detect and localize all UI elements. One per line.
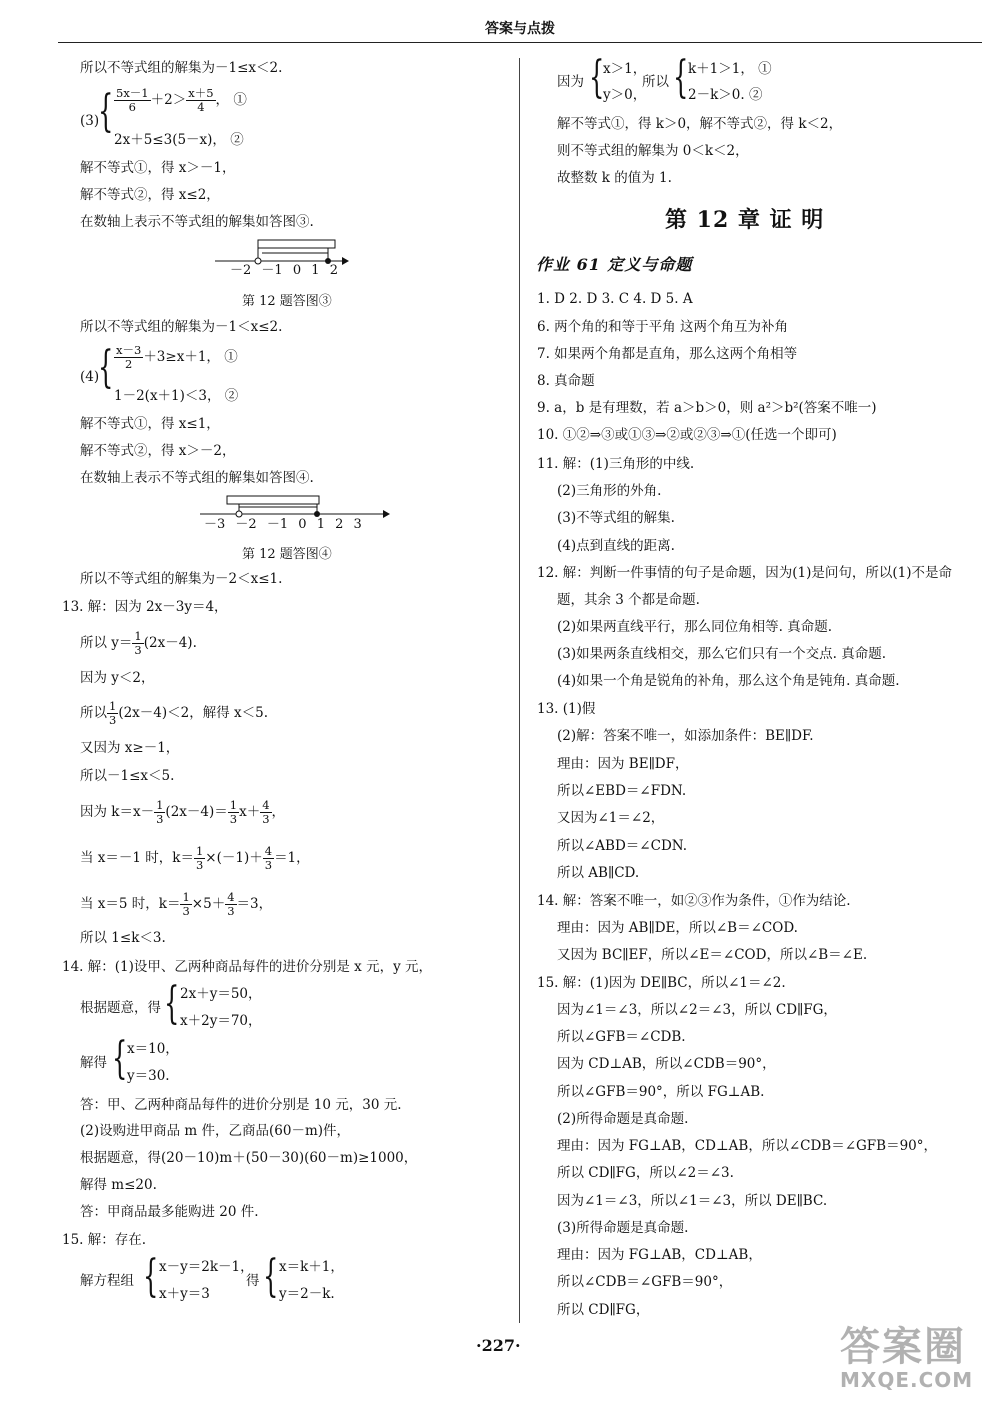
text-line: 解不等式①，得 x＞－1，: [80, 160, 236, 176]
answer-line: 因为 CD⊥AB，所以∠CDB＝90°，: [557, 1056, 776, 1072]
answer-line: 9. a，b 是有理数，若 a＞b＞0，则 a²＞b²(答案不唯一): [537, 400, 877, 416]
question-14: 14. 解：(1)设甲、乙两种商品每件的进价分别是 x 元，y 元，: [62, 959, 432, 975]
text-line: 所以: [642, 74, 669, 90]
answer-line: (3)不等式组的解集.: [557, 510, 675, 526]
text-line: 根据题意，得(20－10)m＋(50－30)(60－m)≥1000，: [80, 1150, 418, 1166]
text-line: 所以不等式组的解集为－1≤x＜2.: [80, 60, 283, 76]
answer-line: 理由：因为 FG⊥AB，CD⊥AB，所以∠CDB＝∠GFB＝90°，: [557, 1138, 938, 1154]
answer-line: 6. 两个角的和等于平角 这两个角互为补角: [537, 319, 788, 335]
figure-caption: 第 12 题答图③: [242, 294, 332, 309]
answer-line: 7. 如果两个角都是直角，那么这两个角相等: [537, 346, 798, 362]
brace: {: [673, 52, 689, 103]
text-line: 根据题意，得: [80, 1000, 161, 1016]
answer-line: 理由：因为 BE∥DF，: [557, 756, 689, 772]
watermark-logo: [840, 1325, 973, 1391]
text-line: 答：甲、乙两种商品每件的进价分别是 10 元，30 元.: [80, 1097, 402, 1113]
answer-line: 所以 AB∥CD.: [557, 865, 640, 881]
text-line: 所以不等式组的解集为－1＜x≤2.: [80, 319, 283, 335]
header-rule: [58, 42, 982, 43]
brace: {: [143, 1251, 159, 1302]
system-row: 2－k＞0. ②: [688, 87, 763, 103]
axis-ticks: －2 －1 0 1 2: [230, 263, 338, 278]
answer-line: 1. D 2. D 3. C 4. D 5. A: [537, 291, 693, 307]
answer-line: 14. 解：答案不唯一，如②③作为条件，①作为结论.: [537, 893, 851, 909]
text-line: 当 x＝－1 时，k＝ $\frac{1}{3}$ ×(－1)＋ $\frac{4}{3}$ ＝1，: [80, 844, 310, 872]
text-line: 所以 y＝ $\frac{1}{3}$ (2x－4).: [80, 629, 197, 657]
text-line: 在数轴上表示不等式组的解集如答图④.: [80, 470, 314, 486]
text-line: 解不等式②，得 x≤2，: [80, 187, 220, 203]
system-row: y＞0，: [603, 87, 647, 103]
system-row: x＞1，: [603, 61, 647, 77]
text-line: 故整数 k 的值为 1.: [557, 170, 672, 186]
text-line: 又因为 x≥－1，: [80, 740, 180, 756]
answer-line: (2)如果两直线平行，那么同位角相等. 真命题.: [557, 619, 832, 635]
answer-line: (2)解：答案不唯一，如添加条件：BE∥DF.: [557, 728, 814, 744]
system-row: y＝2－k.: [279, 1286, 335, 1302]
system-row: $\frac{5x-1}{6}$ ＋2＞ $\frac{x+5}{4}$ ， ①: [116, 86, 247, 114]
answer-line: 10. ①②⇒③或①③⇒②或②③⇒①(任选一个即可): [537, 427, 837, 443]
system-row: x＝10，: [127, 1041, 179, 1057]
brace: {: [98, 342, 114, 393]
answer-line: 8. 真命题: [537, 373, 595, 389]
text-line: 解得: [80, 1055, 107, 1071]
text-line: 则不等式组的解集为 0＜k＜2，: [557, 143, 749, 159]
text-line: 当 x＝5 时，k＝ $\frac{1}{3}$ ×5＋ $\frac{4}{3}$ ＝3，: [80, 890, 273, 918]
question-13: 13. 解：因为 2x－3y＝4，: [62, 599, 228, 615]
answer-line: (4)如果一个角是锐角的补角，那么这个角是钝角. 真命题.: [557, 673, 900, 689]
section-heading: 作业 61 定义与命题: [536, 255, 693, 274]
text-line: 解不等式①，得 x≤1，: [80, 416, 220, 432]
system-row: x＝k＋1，: [279, 1259, 344, 1275]
answer-line: (4)点到直线的距离.: [557, 538, 675, 554]
system-row: x＋y＝3: [159, 1286, 210, 1302]
answer-line: 理由：因为 AB∥DE，所以∠B＝∠COD.: [557, 920, 798, 936]
answer-line: 又因为 BC∥EF，所以∠E＝∠COD，所以∠B＝∠E.: [557, 947, 868, 963]
system-row: $\frac{x-3}{2}$ ＋3≥x＋1， ①: [116, 343, 238, 371]
text-line: 所以不等式组的解集为－2＜x≤1.: [80, 571, 283, 587]
answer-line: 所以∠GFB＝∠CDB.: [557, 1029, 686, 1045]
page-number: ·227·: [476, 1336, 521, 1355]
item-label: (4): [80, 369, 100, 385]
system-row: x－y＝2k－1，: [159, 1259, 254, 1275]
text-line: 解得 m≤20.: [80, 1177, 157, 1193]
brace: {: [263, 1251, 279, 1302]
question-15: 15. 解：存在.: [62, 1232, 147, 1248]
answer-line: 所以 CD∥FG，所以∠2＝∠3.: [557, 1165, 734, 1181]
answer-line: 所以∠GFB＝90°，所以 FG⊥AB.: [557, 1084, 765, 1100]
answer-line: 所以 CD∥FG，: [557, 1302, 650, 1318]
watermark-text: 答案圈: [840, 1324, 966, 1370]
text-line: 因为 y＜2，: [80, 670, 155, 686]
text-line: (2)设购进甲商品 m 件，乙商品(60－m)件，: [80, 1123, 351, 1139]
text-line: 所以 1≤k＜3.: [80, 930, 166, 946]
answer-line: (3)所得命题是真命题.: [557, 1220, 689, 1236]
answer-line: (2)三角形的外角.: [557, 483, 662, 499]
system-row: k＋1＞1， ①: [688, 61, 772, 77]
answer-line: 所以∠CDB＝∠GFB＝90°，: [557, 1274, 733, 1290]
answer-line: 又因为∠1＝∠2，: [557, 810, 665, 826]
answer-line: 15. 解：(1)因为 DE∥BC，所以∠1＝∠2.: [537, 975, 786, 991]
brace: {: [98, 86, 114, 137]
text-line: 在数轴上表示不等式组的解集如答图③.: [80, 214, 314, 230]
answer-line: 所以∠ABD＝∠CDN.: [557, 838, 688, 854]
system-row: 2x＋5≤3(5－x)， ②: [114, 132, 244, 148]
brace: {: [112, 1033, 128, 1084]
text-line: 所以 $\frac{1}{3}$ (2x－4)＜2，解得 x＜5.: [80, 699, 269, 727]
brace: {: [589, 52, 605, 103]
answer-line: 所以∠EBD＝∠FDN.: [557, 783, 687, 799]
watermark-url: MXQE.COM: [840, 1368, 974, 1392]
text-line: 所以－1≤x＜5.: [80, 768, 175, 784]
system-row: x＋2y＝70，: [180, 1013, 262, 1029]
chapter-title: 第 12 章 证 明: [665, 207, 825, 233]
column-divider: [519, 58, 520, 1323]
answer-line: (2)所得命题是真命题.: [557, 1111, 689, 1127]
page-header: 答案与点拨: [485, 21, 555, 37]
system-row: 1－2(x＋1)＜3， ②: [114, 388, 239, 404]
answer-line: 理由：因为 FG⊥AB，CD⊥AB，: [557, 1247, 762, 1263]
answer-line: 因为∠1＝∠3，所以∠1＝∠3，所以 DE∥BC.: [557, 1193, 828, 1209]
text-line: 因为: [557, 74, 584, 90]
answer-line: (3)如果两条直线相交，那么它们只有一个交点. 真命题.: [557, 646, 886, 662]
text-line: 解方程组: [80, 1273, 134, 1289]
text-line: 解不等式②，得 x＞－2，: [80, 443, 236, 459]
item-label: (3): [80, 113, 100, 129]
answer-line: 因为∠1＝∠3，所以∠2＝∠3，所以 CD∥FG，: [557, 1002, 837, 1018]
brace: {: [164, 978, 180, 1029]
answer-line: 题，其余 3 个都是命题.: [557, 592, 700, 608]
figure-caption: 第 12 题答图④: [242, 547, 332, 562]
system-row: y＝30.: [127, 1068, 170, 1084]
answer-line: 12. 解：判断一件事情的句子是命题，因为(1)是问句，所以(1)不是命: [537, 565, 953, 581]
answer-line: 11. 解：(1)三角形的中线.: [537, 456, 695, 472]
text-line: 答：甲商品最多能购进 20 件.: [80, 1204, 259, 1220]
text-line: 得: [246, 1273, 260, 1289]
axis-ticks: －3 －2 －1 0 1 2 3: [204, 517, 362, 532]
answer-line: 13. (1)假: [537, 701, 596, 717]
text-line: 因为 k＝x－ $\frac{1}{3}$ (2x－4)＝ $\frac{1}{3}$ x＋ $\frac{4}{3}$ ，: [80, 798, 286, 826]
system-row: 2x＋y＝50，: [180, 986, 262, 1002]
text-line: 解不等式①，得 k＞0，解不等式②，得 k＜2，: [557, 116, 843, 132]
